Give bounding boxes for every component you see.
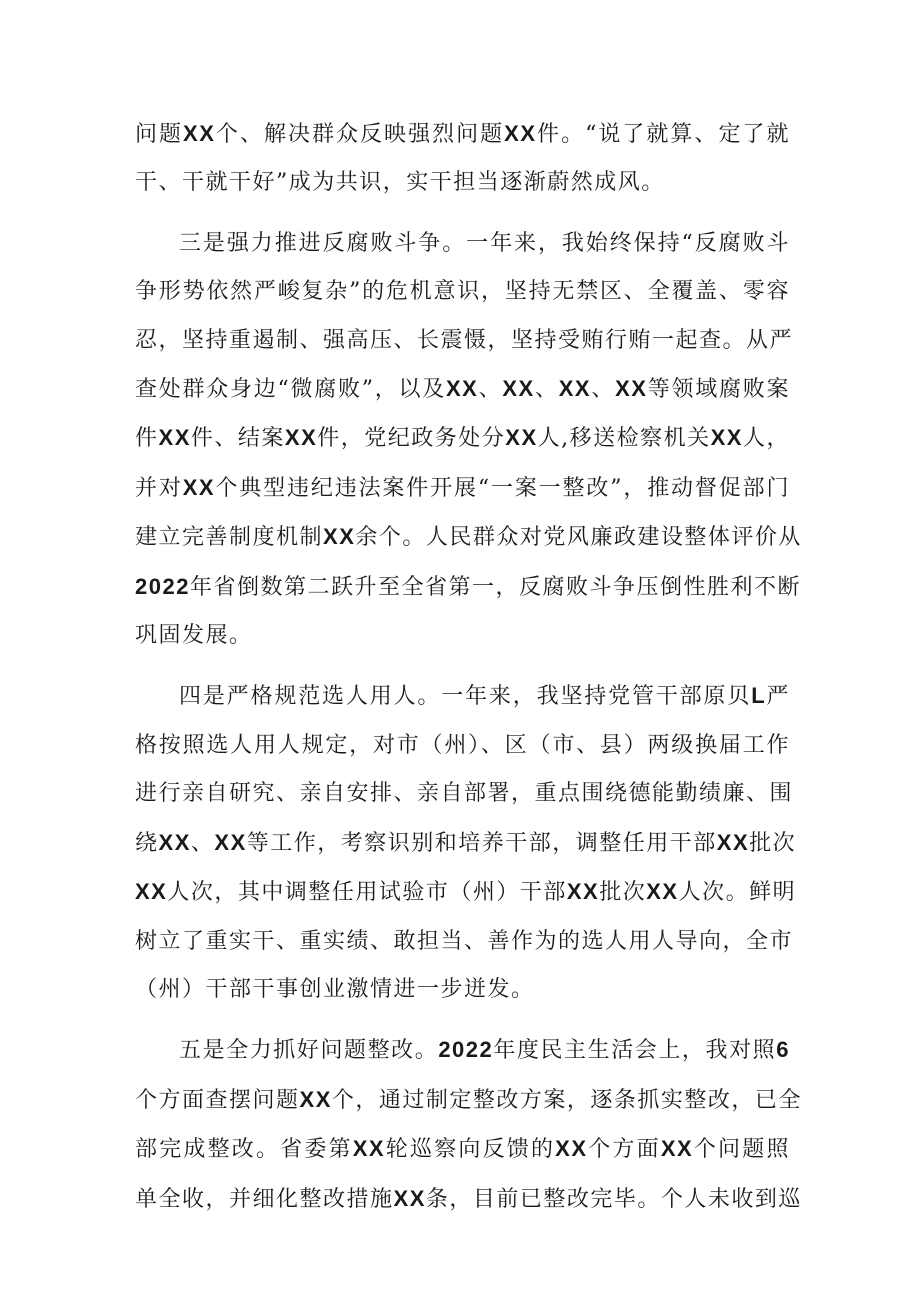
text-line: 2022年省倒数第二跃升至全省第一，反腐败斗争压倒性胜利不断 [135, 573, 801, 600]
paragraph-p3 [135, 672, 797, 1014]
text-line: 三是强力推进反腐败斗争。一年来，我始终保持“反腐败斗 [179, 230, 790, 256]
text-line: 忍，坚持重遏制、强高压、长震慑，坚持受贿行贿一起查。从严 [135, 327, 794, 353]
text-line: （州）干部干事创业激情进一步迸发。 [135, 976, 535, 1002]
paragraph-p4 [135, 1026, 802, 1224]
text-line: 格按照选人用人规定，对市（州）、区（市、县）两级换届工作 [135, 732, 790, 758]
text-line: 单全收，并细化整改措施XX条，目前已整改完毕。个人未收到巡 [135, 1185, 802, 1212]
text-line: 进行亲自研究、亲自安排、亲自部署，重点围绕德能勤绩廉、围 [135, 781, 794, 807]
text-line: 争形势依然严峻复杂”的危机意识，坚持无禁区、全覆盖、零容 [135, 279, 790, 305]
text-line: 五是全力抓好问题整改。2022年度民主生活会上，我对照6 [179, 1037, 790, 1064]
text-line: 部完成整改。省委第XX轮巡察向反馈的XX个方面XX个问题照 [135, 1136, 790, 1163]
paragraph-p2 [135, 220, 802, 661]
text-line: 四是严格规范选人用人。一年来，我坚持党管干部原贝L严 [179, 683, 790, 710]
text-line: 绕XX、XX等工作，考察识别和培养干部，调整任用干部XX批次 [135, 829, 797, 856]
text-line: 个方面查摆问题XX个，通过制定整改方案，逐条抓实整改，已全 [135, 1086, 802, 1113]
text-line: 查处群众身边“微腐败”，以及XX、XX、XX、XX等领域腐败案 [135, 376, 790, 403]
text-line: 巩固发展。 [135, 623, 253, 649]
text-line: XX人次，其中调整任用试验市（州）干部XX批次XX人次。鲜明 [135, 879, 797, 906]
text-line: 件XX件、结案XX件，党纪政务处分XX人,移送检察机关XX人， [135, 425, 790, 452]
text-line: 问题XX个、解决群众反映强烈问题XX件。“说了就算、定了就 [135, 121, 790, 147]
text-line: 并对XX个典型违纪违法案件开展“一案一整改”，推动督促部门 [135, 474, 790, 501]
paragraph-p1 [135, 110, 790, 208]
document-body [135, 110, 802, 1224]
text-line: 建立完善制度机制XX余个。人民群众对党风廉政建设整体评价从 [135, 524, 802, 551]
text-line: 干、干就干好”成为共识，实干担当逐渐蔚然成风。 [135, 170, 665, 196]
text-line: 树立了重实干、重实绩、敢担当、善作为的选人用人导向，全市 [135, 928, 794, 954]
